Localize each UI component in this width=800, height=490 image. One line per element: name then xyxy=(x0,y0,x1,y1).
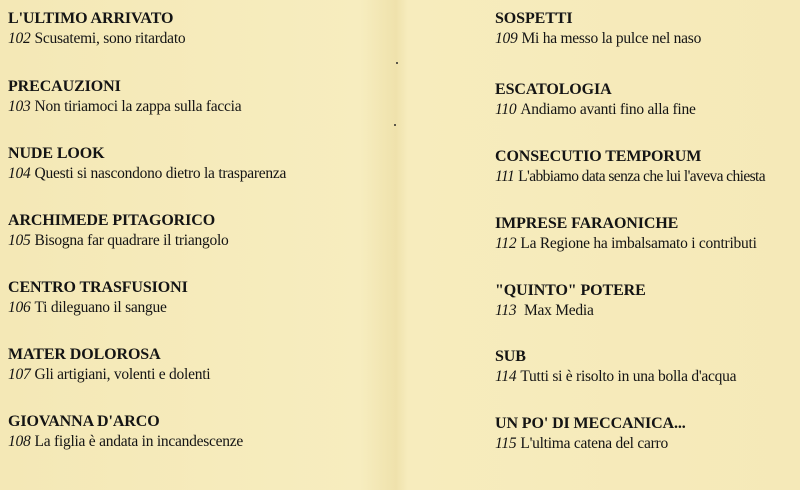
entry-title: CENTRO TRASFUSIONI xyxy=(8,279,188,296)
entry-text: Andiamo avanti fino alla fine xyxy=(520,101,696,118)
entry-107 xyxy=(8,346,210,384)
entry-line xyxy=(495,234,757,253)
entry-line xyxy=(495,434,686,453)
entry-112 xyxy=(495,215,757,253)
entry-108 xyxy=(8,413,243,451)
entry-text: Scusatemi, sono ritardato xyxy=(34,30,186,47)
entry-line xyxy=(495,367,736,386)
entry-text: La figlia è andata in incandescenze xyxy=(34,433,244,450)
entry-text: L'abbiamo data senza che lui l'aveva chiesta xyxy=(518,168,766,185)
entry-number: 105 xyxy=(8,232,31,249)
left-column xyxy=(8,0,388,490)
entry-text: Ti dileguano il sangue xyxy=(34,299,167,316)
entry-line xyxy=(8,298,188,317)
entry-text: L'ultima catena del carro xyxy=(520,435,668,452)
entry-number: 111 xyxy=(495,168,515,185)
entry-number: 106 xyxy=(8,299,31,316)
entry-text: Questi si nascondono dietro la trasparenza xyxy=(34,165,287,182)
entry-102 xyxy=(8,10,185,48)
entry-number: 114 xyxy=(495,368,517,385)
entry-title: MATER DOLOROSA xyxy=(8,346,161,363)
print-speck xyxy=(396,62,398,64)
entry-line xyxy=(495,301,646,320)
entry-text: Tutti si è risolto in una bolla d'acqua xyxy=(520,368,737,385)
entry-114 xyxy=(495,348,736,386)
entry-line xyxy=(8,231,229,250)
entry-text: Bisogna far quadrare il triangolo xyxy=(34,232,229,249)
entry-line xyxy=(8,432,243,451)
entry-111 xyxy=(495,148,765,186)
entry-text: Gli artigiani, volenti e dolenti xyxy=(34,366,211,383)
entry-106 xyxy=(8,279,188,317)
entry-title: ESCATOLOGIA xyxy=(495,81,612,98)
entry-number: 112 xyxy=(495,235,517,252)
entry-104 xyxy=(8,145,286,183)
entry-number: 109 xyxy=(495,30,518,47)
entry-number: 102 xyxy=(8,30,31,47)
entry-title: PRECAUZIONI xyxy=(8,78,121,95)
entry-line xyxy=(8,164,286,183)
entry-line xyxy=(495,29,701,48)
entry-title: CONSECUTIO TEMPORUM xyxy=(495,148,702,165)
entry-title: GIOVANNA D'ARCO xyxy=(8,413,160,430)
entry-text: Non tiriamoci la zappa sulla faccia xyxy=(34,98,242,115)
entry-title: SUB xyxy=(495,348,526,365)
entry-number: 104 xyxy=(8,165,31,182)
entry-title: SOSPETTI xyxy=(495,10,573,27)
entry-number: 110 xyxy=(495,101,517,118)
entry-title: IMPRESE FARAONICHE xyxy=(495,215,679,232)
entry-text: Mi ha messo la pulce nel naso xyxy=(521,30,702,47)
entry-number: 108 xyxy=(8,433,31,450)
entry-title: NUDE LOOK xyxy=(8,145,105,162)
entry-title: "QUINTO" POTERE xyxy=(495,282,646,299)
entry-title: L'ULTIMO ARRIVATO xyxy=(8,10,174,27)
entry-113 xyxy=(495,282,646,320)
entry-number: 115 xyxy=(495,435,517,452)
entry-number: 107 xyxy=(8,366,31,383)
entry-line xyxy=(495,167,765,186)
entry-text: Max Media xyxy=(520,302,594,319)
entry-105 xyxy=(8,212,229,250)
entry-line xyxy=(8,29,185,48)
entry-number: 103 xyxy=(8,98,31,115)
print-speck xyxy=(394,124,396,126)
entry-line xyxy=(8,97,241,116)
entry-line xyxy=(495,100,696,119)
entry-110 xyxy=(495,81,696,119)
entry-103 xyxy=(8,78,241,116)
entry-115 xyxy=(495,415,686,453)
entry-109 xyxy=(495,10,701,48)
right-column xyxy=(495,0,800,490)
entry-title: UN PO' DI MECCANICA... xyxy=(495,415,686,432)
entry-title: ARCHIMEDE PITAGORICO xyxy=(8,212,216,229)
entry-text: La Regione ha imbalsamato i contributi xyxy=(520,235,757,252)
entry-number: 113 xyxy=(495,302,517,319)
entry-line xyxy=(8,365,210,384)
